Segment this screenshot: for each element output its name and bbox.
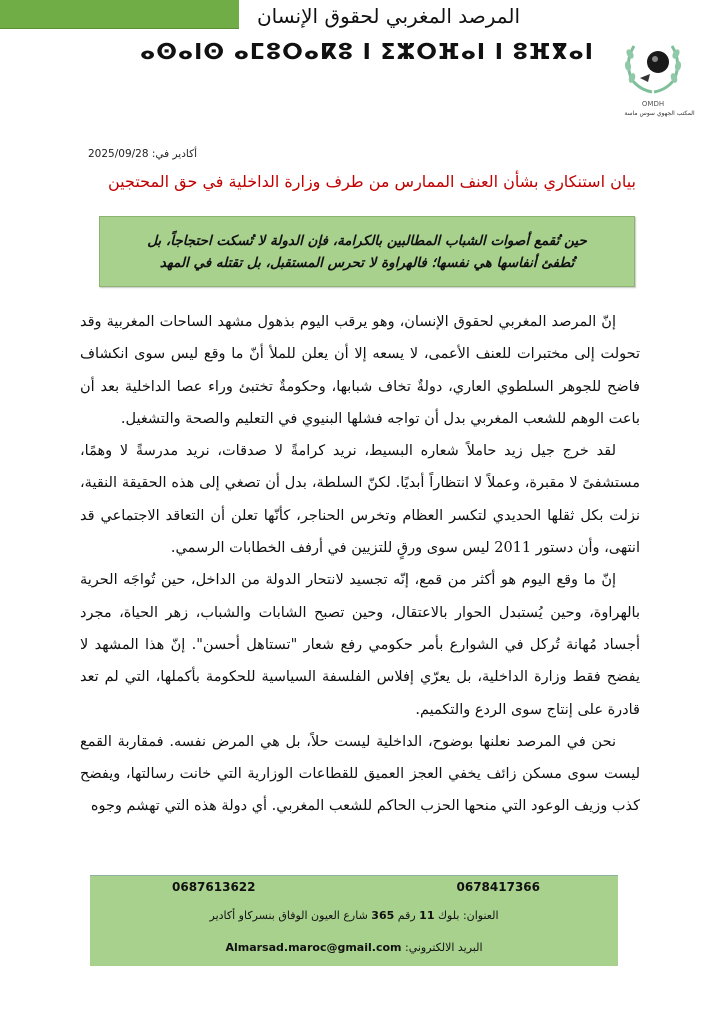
org-name-tifinagh: ⴰⵙⴰⵏⵙ ⴰⵎⵓⵔⴰⴽⵓ ⵏ ⵉⵣⵔⴼⴰⵏ ⵏ ⵓⴼⴳⴰⵏ xyxy=(140,40,594,65)
statement-body xyxy=(80,306,640,823)
address-block-label: بلوك xyxy=(437,909,460,922)
address-block-number: 11 xyxy=(419,909,435,922)
quote-box xyxy=(99,216,635,287)
statement-headline: بيان استنكاري بشأن العنف الممارس من طرف وزارة الداخلية في حق المحتجين xyxy=(108,172,636,191)
header-green-bar xyxy=(0,0,239,29)
body-paragraph-2: لقد خرج جيل زيد حاملاً شعاره البسيط، نريد كرامةً لا صدقات، نريد مدرسةً لا وهمًا، مستشفىً لا مقبرة، وعملاً لا انتظاراً أبديًا. لكنّ السلطة، بدل أن تصغي إلى هذه الحقيقة النقية، نزلت بكل ثقلها الحديدي لتكسر العظام وتخرس الحناجر، كأنّها تعلن أن التعاقد الاجتماعي قد انتهى، وأن دستور 2011 ليس سوى ورقٍ للتزيين في أرفف الخطابات الرسمي. xyxy=(80,443,640,557)
omdh-logo-icon xyxy=(618,26,688,110)
body-paragraph-4: نحن في المرصد نعلنها بوضوح، الداخلية ليست حلاً، بل هي المرض نفسه. فمقاربة القمع ليست سوى مسكن زائف يخفي العجز العميق للقطاعات الوزارية التي خانت رسالتها، ويفضح كذب وزيف الوعود التي منحها الحزب الحاكم للشعب المغربي. أي دولة هذه التي تهشم وجوه xyxy=(80,733,640,815)
quote-line-2: تُطفئ أنفاسها هي نفسها؛ فالهراوة لا تحرس المستقبل، بل تقتله في المهد xyxy=(159,254,575,271)
logo-subtitle: المكتب الجهوي سوس ماسة xyxy=(624,110,695,117)
date-line: أكادير في: 2025/09/28 xyxy=(88,148,198,160)
email-label: البريد الالكتروني: xyxy=(405,941,483,954)
phone-number-2[interactable]: 0678417366 xyxy=(456,880,540,894)
body-paragraph-1: إنّ المرصد المغربي لحقوق الإنسان، وهو يرقب اليوم بذهول مشهد الساحات المغربية وقد تحولت إلى مختبرات للعنف الأعمى، لا يسعه إلا أن يعلن للملأ أنّ ما وقع ليس سوى انكشاف فاضح للجوهر السلطوي العاري، دولةٌ تخاف شبابها، وحكومةٌ تختبئ وراء عصا الداخلية بعد أن باعت الوهم للشعب المغربي بدل أن تواجه فشلها البنيوي في التعليم والصحة والتشغيل. xyxy=(80,314,640,427)
address-number-label: رقم xyxy=(397,909,416,922)
address-street: شارع العيون الوفاق بنسركاو أكادير xyxy=(209,909,368,922)
email-link[interactable]: Almarsad.maroc@gmail.com xyxy=(225,941,402,954)
quote-line-1: حين تُقمع أصوات الشباب المطالبين بالكرامة، فإن الدولة لا تُسكت احتجاجاً، بل xyxy=(147,232,587,249)
phone-number-1[interactable]: 0687613622 xyxy=(172,880,256,894)
org-name-arabic: المرصد المغربي لحقوق الإنسان xyxy=(256,4,520,28)
contact-footer xyxy=(90,875,618,966)
address-number: 365 xyxy=(371,909,395,922)
address-label: العنوان: xyxy=(462,909,499,922)
logo-caption: OMDH xyxy=(641,100,665,108)
address-line xyxy=(90,909,618,922)
email-line xyxy=(90,941,618,954)
body-paragraph-3: إنّ ما وقع اليوم هو أكثر من قمع، إنّه تجسيد لانتحار الدولة من الداخل، حين تُواجَه الحرية بالهراوة، وحين يُستبدل الحوار بالاعتقال، وحين تصبح الشابات والشباب، زهر الحياة، مجرد أجساد مُهانة تُركل في الشوارع بأمر حكومي رفع شعار "تستاهل أحسن". إنّ هذا المشهد لا يفضح فقط وزارة الداخلية، بل يعرّي إفلاس الفلسفة السياسية للحكومة بأكملها، التي لم تعد قادرة على إنتاج سوى الردع والتكميم. xyxy=(80,572,640,718)
